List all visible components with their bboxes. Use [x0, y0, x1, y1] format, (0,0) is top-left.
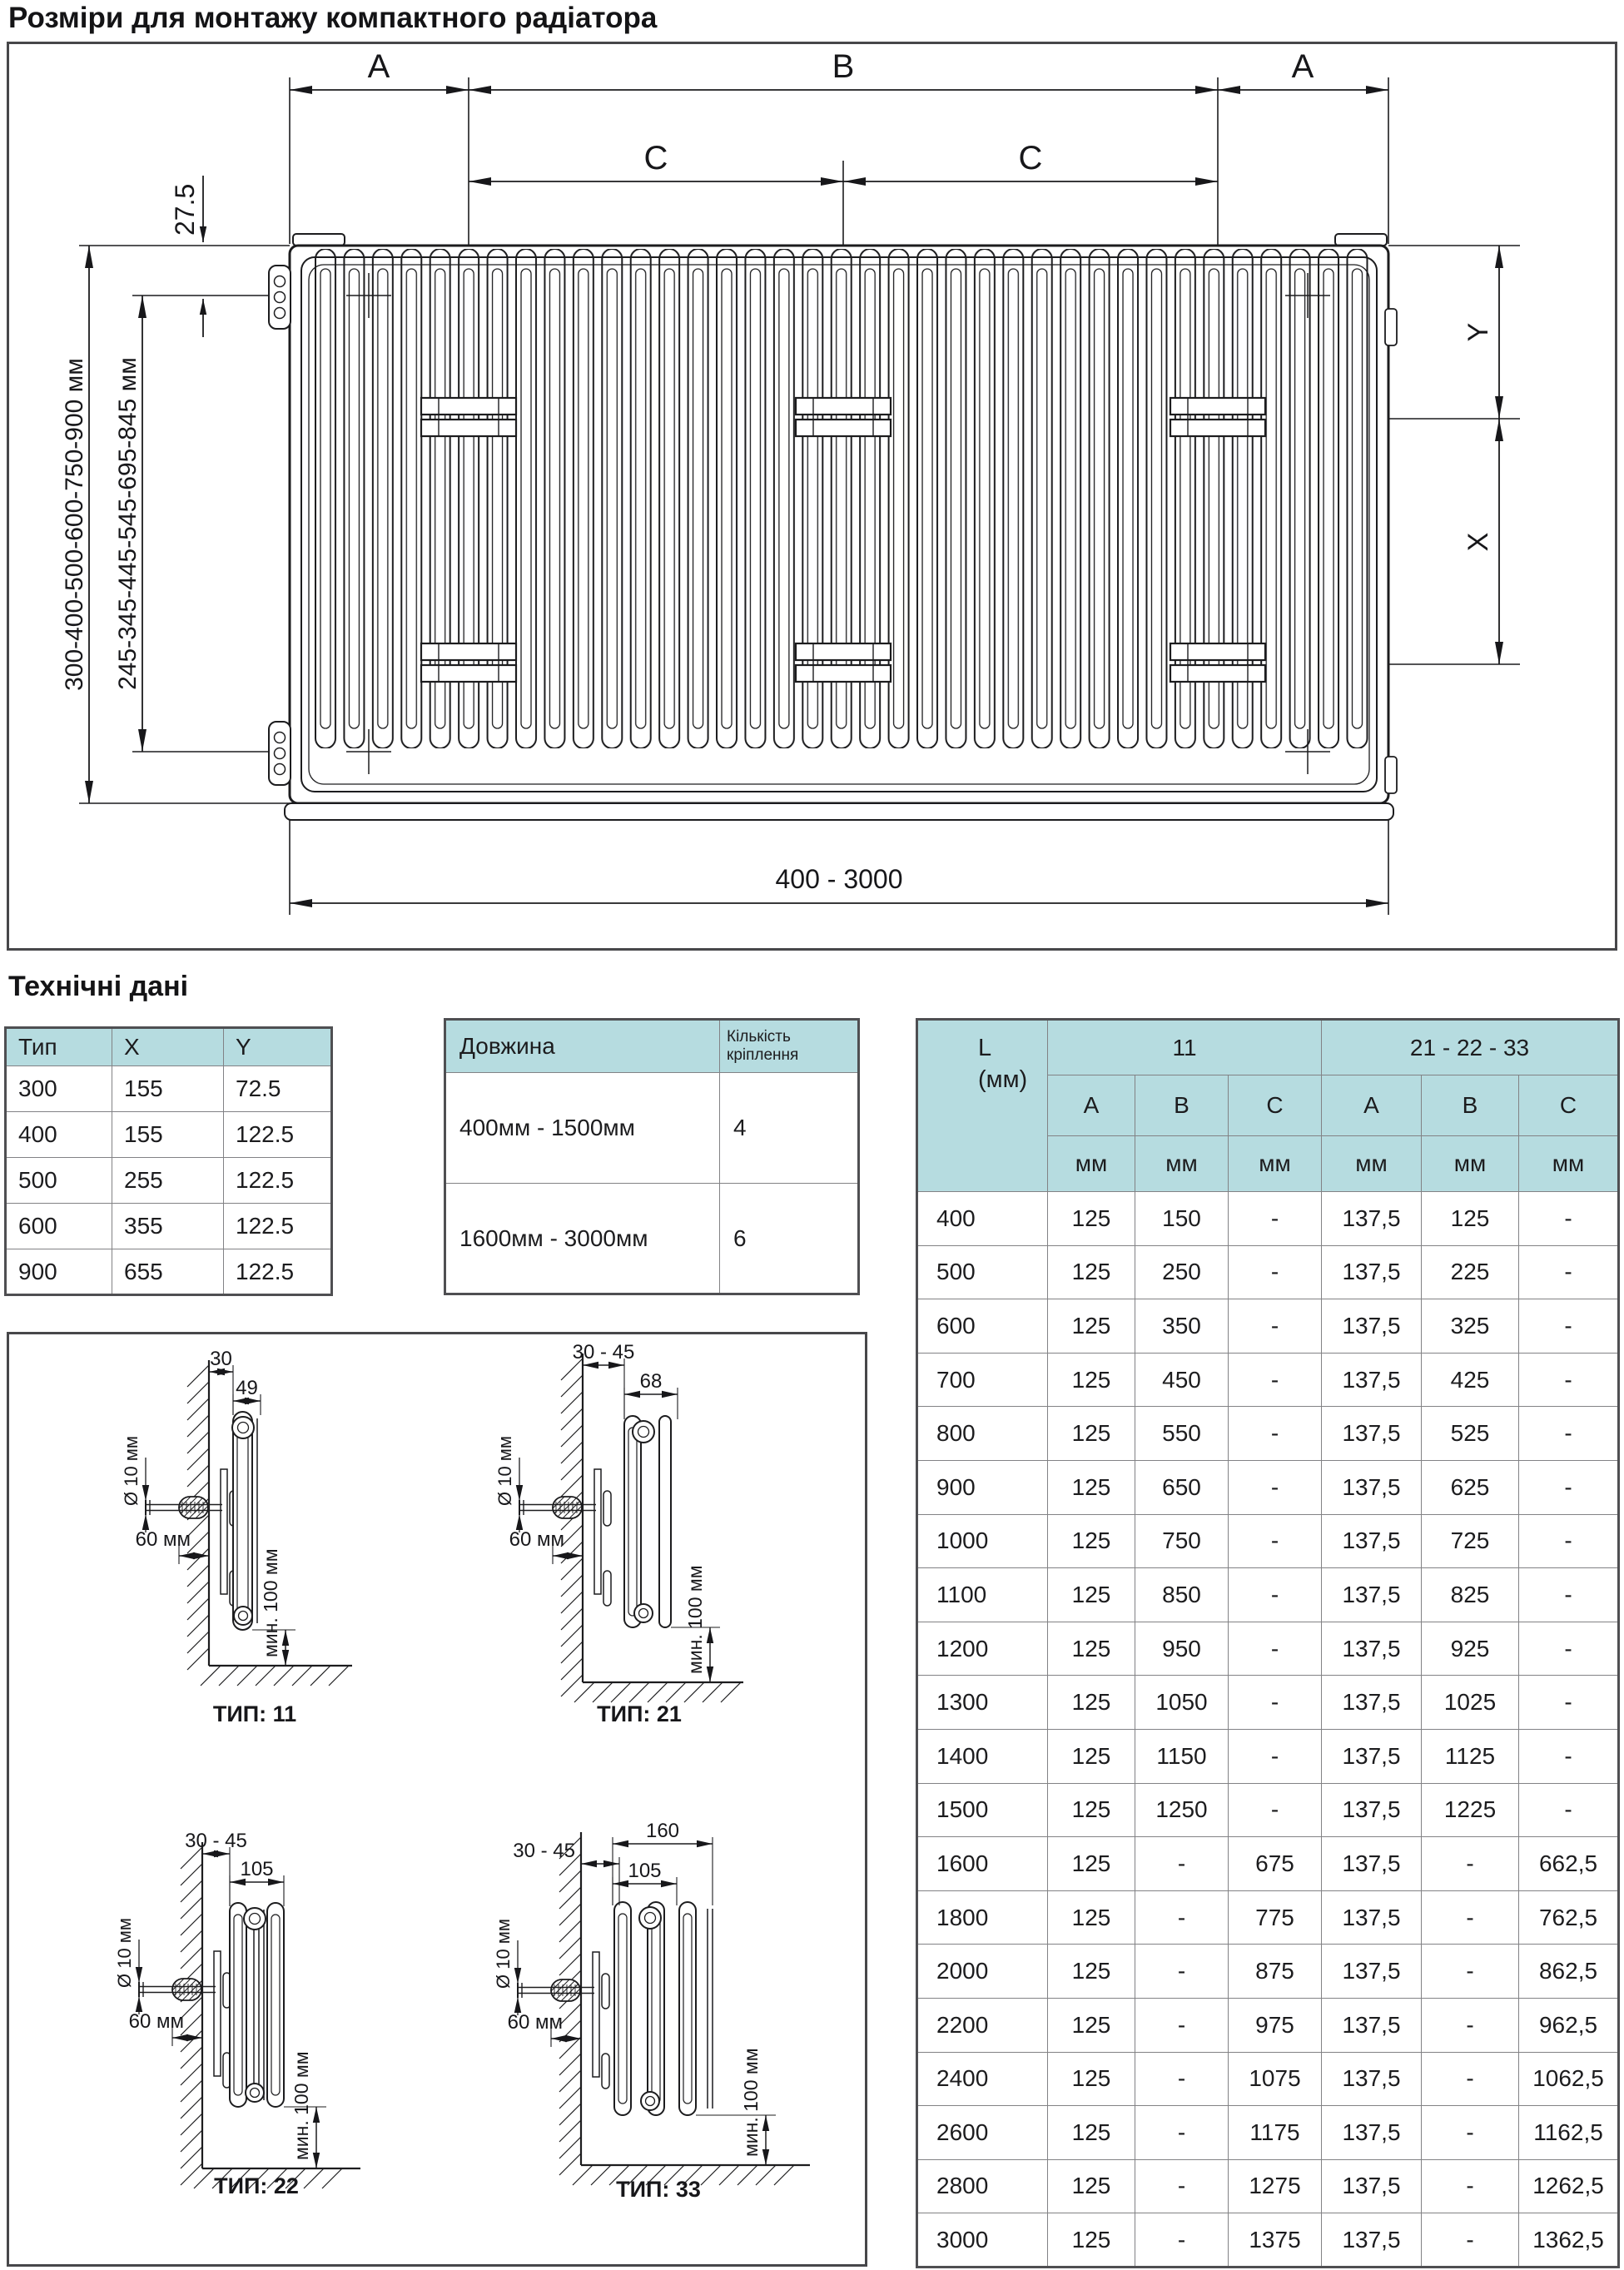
table-cell: 122.5: [224, 1158, 332, 1204]
table-row: [6, 1249, 332, 1295]
table-row: [917, 1192, 1619, 1246]
table-header-row: [917, 1020, 1619, 1075]
table-cell: 125: [1048, 1192, 1135, 1246]
table-cell: 137,5: [1322, 1407, 1422, 1461]
hole-diameter-label: Ø 10 мм: [121, 1435, 142, 1506]
table-row: [917, 1568, 1619, 1622]
table-cell: 1075: [1229, 2052, 1322, 2106]
table-cell: 600: [917, 1299, 1048, 1354]
table-cell: -: [1135, 2159, 1229, 2213]
dimension-label: 105: [628, 1860, 662, 1882]
type-label: ТИП: 22: [214, 2173, 299, 2198]
table-cell: 137,5: [1322, 1299, 1422, 1354]
dim-b-label: B: [832, 48, 855, 85]
table-cell: 72.5: [224, 1066, 332, 1112]
table-cell: -: [1422, 2106, 1519, 2160]
table-cell: 125: [1048, 1676, 1135, 1730]
table-cell: 125: [1422, 1192, 1519, 1246]
table-cell: -: [1519, 1783, 1619, 1837]
table-cell: 725: [1422, 1514, 1519, 1568]
table-row: [445, 1073, 859, 1184]
table-row: [917, 1514, 1619, 1568]
table-cell: 155: [112, 1066, 224, 1112]
table-cell: 1275: [1229, 2159, 1322, 2213]
table-cell: 875: [1229, 1945, 1322, 1999]
table-row: [917, 1299, 1619, 1354]
table-cell: -: [1422, 2052, 1519, 2106]
embed-depth-label: 60 мм: [509, 1528, 564, 1551]
type-label: ТИП: 33: [616, 2177, 701, 2202]
table-cell: 1500: [917, 1783, 1048, 1837]
table-cell: -: [1519, 1676, 1619, 1730]
table-cell: 1600мм - 3000мм: [445, 1184, 720, 1294]
table-cell: 2400: [917, 2052, 1048, 2106]
table-cell: 137,5: [1322, 1676, 1422, 1730]
table-row: [917, 1890, 1619, 1945]
table-cell: -: [1135, 1945, 1229, 1999]
type-label: ТИП: 21: [597, 1701, 682, 1726]
table-cell: 255: [112, 1158, 224, 1204]
l-header-text: L: [978, 1035, 992, 1061]
table-cell: -: [1229, 1460, 1322, 1514]
table-cell: 862,5: [1519, 1945, 1619, 1999]
column-header: A: [1048, 1075, 1135, 1136]
dimension-label: 49: [236, 1377, 258, 1399]
hole-series-label: 245-345-445-545-695-845 мм: [114, 357, 142, 690]
table-cell: 675: [1229, 1837, 1322, 1891]
dim-c-right-label: C: [1018, 140, 1043, 176]
table-cell: -: [1229, 1568, 1322, 1622]
table-cell: 700: [917, 1353, 1048, 1407]
table-cell: -: [1422, 1837, 1519, 1891]
table-cell: -: [1422, 2159, 1519, 2213]
table-cell: 800: [917, 1407, 1048, 1461]
hole-diameter-label: Ø 10 мм: [114, 1917, 135, 1988]
table-row: [917, 2106, 1619, 2160]
radiator-body: [269, 234, 1397, 820]
table-row: [917, 1945, 1619, 1999]
table-cell: 825: [1422, 1568, 1519, 1622]
table-cell: 137,5: [1322, 1192, 1422, 1246]
table-cell: 125: [1048, 1245, 1135, 1299]
table-cell: 137,5: [1322, 1622, 1422, 1676]
column-header: A: [1322, 1075, 1422, 1136]
group-header-21-22-33: 21 - 22 - 33: [1322, 1020, 1619, 1075]
table-cell: -: [1229, 1514, 1322, 1568]
table-cell: 550: [1135, 1407, 1229, 1461]
floor-clearance-label: мин. 100 мм: [260, 1548, 281, 1657]
table-cell: -: [1229, 1245, 1322, 1299]
table-cell: 962,5: [1519, 1998, 1619, 2052]
radiator-drawing-panel: [7, 42, 1617, 951]
table-cell: 125: [1048, 2106, 1135, 2160]
table-header-row: [445, 1020, 859, 1073]
table-cell: 125: [1048, 2052, 1135, 2106]
page-title: Розміри для монтажу компактного радіатора: [8, 2, 658, 34]
table-cell: 500: [917, 1245, 1048, 1299]
table-cell: 137,5: [1322, 1514, 1422, 1568]
table-cell: -: [1229, 1353, 1322, 1407]
table-cell: 2000: [917, 1945, 1048, 1999]
table-row: [917, 1353, 1619, 1407]
table-cell: 655: [112, 1249, 224, 1295]
table-row: [6, 1158, 332, 1204]
table-row: [917, 2052, 1619, 2106]
table-cell: 125: [1048, 2213, 1135, 2268]
type-label: ТИП: 11: [212, 1701, 297, 1726]
table-cell: 2200: [917, 1998, 1048, 2052]
table-cell: 775: [1229, 1890, 1322, 1945]
table-cell: 137,5: [1322, 1890, 1422, 1945]
table-cell: 400мм - 1500мм: [445, 1073, 720, 1184]
table-cell: -: [1519, 1460, 1619, 1514]
table-row: [917, 1729, 1619, 1783]
unit-header: мм: [1229, 1136, 1322, 1192]
table-cell: 125: [1048, 1945, 1135, 1999]
table-row: [445, 1184, 859, 1294]
dim-c-left-label: C: [643, 140, 668, 176]
table-cell: 125: [1048, 2159, 1135, 2213]
table-cell: -: [1422, 1945, 1519, 1999]
table-cell: 762,5: [1519, 1890, 1619, 1945]
table-cell: -: [1519, 1299, 1619, 1354]
table-cell: -: [1519, 1245, 1619, 1299]
table-row: [917, 2159, 1619, 2213]
dimension-label: 68: [639, 1370, 663, 1393]
wall-bracket: [269, 722, 291, 785]
table-cell: 425: [1422, 1353, 1519, 1407]
table-cell: -: [1229, 1783, 1322, 1837]
table-cell: 1262,5: [1519, 2159, 1619, 2213]
table-cell: -: [1229, 1676, 1322, 1730]
table-cell: 137,5: [1322, 1837, 1422, 1891]
table-cell: -: [1519, 1192, 1619, 1246]
table-cell: -: [1135, 2106, 1229, 2160]
table-cell: 137,5: [1322, 1998, 1422, 2052]
wall-bracket: [269, 266, 291, 329]
mounting-dimensions-table: [916, 1018, 1620, 2268]
table-cell: -: [1519, 1622, 1619, 1676]
column-header: B: [1422, 1075, 1519, 1136]
table-cell: 900: [917, 1460, 1048, 1514]
table-cell: 1362,5: [1519, 2213, 1619, 2268]
table-cell: -: [1422, 1998, 1519, 2052]
table-cell: 1125: [1422, 1729, 1519, 1783]
table-cell: 125: [1048, 1622, 1135, 1676]
table-cell: 125: [1048, 1568, 1135, 1622]
table-cell: 137,5: [1322, 1460, 1422, 1514]
dimension-label: 30 - 45: [513, 1840, 575, 1862]
dimension-label: 30: [210, 1348, 232, 1370]
table-cell: 1800: [917, 1890, 1048, 1945]
table-cell: 750: [1135, 1514, 1229, 1568]
table-cell: 1200: [917, 1622, 1048, 1676]
table-cell: 125: [1048, 1299, 1135, 1354]
table-cell: 500: [6, 1158, 112, 1204]
table-cell: 125: [1048, 1837, 1135, 1891]
unit-header: мм: [1048, 1136, 1135, 1192]
table-cell: 1250: [1135, 1783, 1229, 1837]
table-cell: 2600: [917, 2106, 1048, 2160]
y-dim-label: Y: [1463, 322, 1494, 342]
table-cell: 122.5: [224, 1112, 332, 1158]
table-cell: 250: [1135, 1245, 1229, 1299]
table-cell: 925: [1422, 1622, 1519, 1676]
table-cell: 150: [1135, 1192, 1229, 1246]
column-header: Тип: [6, 1028, 112, 1066]
table-cell: 125: [1048, 1783, 1135, 1837]
table-cell: 125: [1048, 1890, 1135, 1945]
table-cell: -: [1519, 1568, 1619, 1622]
table-cell: 1062,5: [1519, 2052, 1619, 2106]
table-cell: 1150: [1135, 1729, 1229, 1783]
table-cell: 450: [1135, 1353, 1229, 1407]
unit-header: мм: [1422, 1136, 1519, 1192]
table-cell: 137,5: [1322, 1568, 1422, 1622]
table-row: [917, 1245, 1619, 1299]
table-row: [917, 2213, 1619, 2268]
embed-depth-label: 60 мм: [128, 2010, 184, 2033]
hole-diameter-label: Ø 10 мм: [493, 1918, 514, 1989]
table-cell: 125: [1048, 1514, 1135, 1568]
type-xy-table: [4, 1026, 333, 1296]
section-title: Технічні дані: [8, 971, 189, 1002]
table-cell: 525: [1422, 1407, 1519, 1461]
table-cell: 137,5: [1322, 2159, 1422, 2213]
table-cell: 650: [1135, 1460, 1229, 1514]
l-header-unit: (мм): [978, 1066, 1028, 1093]
floor-clearance-label: мин. 100 мм: [740, 2048, 762, 2157]
table-row: [917, 1460, 1619, 1514]
table-cell: -: [1135, 1890, 1229, 1945]
table-cell: 1000: [917, 1514, 1048, 1568]
table-cell: 625: [1422, 1460, 1519, 1514]
table-row: [917, 1783, 1619, 1837]
table-cell: -: [1135, 1837, 1229, 1891]
table-cell: 225: [1422, 1245, 1519, 1299]
table-cell: 2800: [917, 2159, 1048, 2213]
table-cell: 400: [917, 1192, 1048, 1246]
mounting-types-panel: [7, 1332, 867, 2267]
table-cell: -: [1519, 1514, 1619, 1568]
table-cell: 125: [1048, 1353, 1135, 1407]
table-cell: 1162,5: [1519, 2106, 1619, 2160]
column-header: Кількість кріплення: [720, 1020, 859, 1073]
x-dim-label: X: [1463, 532, 1494, 552]
table-cell: -: [1519, 1729, 1619, 1783]
table-row: [6, 1112, 332, 1158]
table-cell: 125: [1048, 1729, 1135, 1783]
table-cell: 400: [6, 1112, 112, 1158]
hole-diameter-label: Ø 10 мм: [494, 1435, 515, 1506]
l-column-header: [917, 1020, 1048, 1192]
table-row: [6, 1204, 332, 1249]
floor-clearance-label: мин. 100 мм: [291, 2051, 312, 2160]
table-cell: 125: [1048, 1998, 1135, 2052]
table-cell: 300: [6, 1066, 112, 1112]
table-cell: 137,5: [1322, 2213, 1422, 2268]
table-cell: -: [1519, 1353, 1619, 1407]
embed-depth-label: 60 мм: [507, 2011, 563, 2034]
radiator-front-drawing: [9, 44, 1615, 948]
table-cell: 975: [1229, 1998, 1322, 2052]
table-cell: -: [1135, 2052, 1229, 2106]
table-cell: -: [1135, 2213, 1229, 2268]
dimension-label: 160: [645, 1820, 680, 1842]
table-cell: -: [1229, 1622, 1322, 1676]
table-cell: -: [1422, 1890, 1519, 1945]
unit-header: мм: [1322, 1136, 1422, 1192]
unit-header: мм: [1519, 1136, 1619, 1192]
dim-a-left-label: A: [367, 48, 390, 85]
table-cell: 155: [112, 1112, 224, 1158]
table-cell: 125: [1048, 1407, 1135, 1461]
table-cell: -: [1229, 1407, 1322, 1461]
table-row: [917, 1837, 1619, 1891]
table-cell: -: [1229, 1299, 1322, 1354]
fastener-count-table: [444, 1018, 860, 1295]
table-cell: 1050: [1135, 1676, 1229, 1730]
column-header: B: [1135, 1075, 1229, 1136]
height-series-label: 300-400-500-600-750-900 мм: [61, 358, 88, 691]
table-cell: 1175: [1229, 2106, 1322, 2160]
table-cell: 1025: [1422, 1676, 1519, 1730]
table-cell: 137,5: [1322, 1945, 1422, 1999]
column-header: Довжина: [445, 1020, 720, 1073]
mounting-type-diagrams: [9, 1334, 865, 2264]
table-row: [917, 1998, 1619, 2052]
table-cell: 6: [720, 1184, 859, 1294]
table-cell: 137,5: [1322, 2106, 1422, 2160]
table-cell: 850: [1135, 1568, 1229, 1622]
bracket-offset-label: 27.5: [170, 183, 200, 236]
table-cell: -: [1519, 1407, 1619, 1461]
table-header-row: [6, 1028, 332, 1066]
group-header-11: 11: [1048, 1020, 1322, 1075]
length-range-label: 400 - 3000: [775, 864, 903, 894]
dimension-label: 30 - 45: [185, 1830, 247, 1852]
table-cell: 3000: [917, 2213, 1048, 2268]
floor-clearance-label: мин. 100 мм: [684, 1565, 706, 1674]
column-header: Y: [224, 1028, 332, 1066]
table-cell: 355: [112, 1204, 224, 1249]
table-cell: -: [1229, 1729, 1322, 1783]
table-cell: 350: [1135, 1299, 1229, 1354]
table-cell: 137,5: [1322, 1245, 1422, 1299]
table-cell: 122.5: [224, 1204, 332, 1249]
table-cell: 600: [6, 1204, 112, 1249]
dimension-label: 105: [240, 1858, 274, 1880]
table-cell: 122.5: [224, 1249, 332, 1295]
table-cell: 950: [1135, 1622, 1229, 1676]
table-row: [6, 1066, 332, 1112]
table-cell: 325: [1422, 1299, 1519, 1354]
table-cell: -: [1422, 2213, 1519, 2268]
table-cell: 4: [720, 1073, 859, 1184]
table-cell: 125: [1048, 1460, 1135, 1514]
dimension-label: 30 - 45: [572, 1341, 635, 1363]
table-cell: -: [1135, 1998, 1229, 2052]
table-row: [917, 1622, 1619, 1676]
table-cell: 1375: [1229, 2213, 1322, 2268]
column-header: C: [1229, 1075, 1322, 1136]
table-cell: 137,5: [1322, 1729, 1422, 1783]
table-cell: 662,5: [1519, 1837, 1619, 1891]
table-row: [917, 1676, 1619, 1730]
table-cell: 137,5: [1322, 2052, 1422, 2106]
table-row: [917, 1407, 1619, 1461]
table-cell: 900: [6, 1249, 112, 1295]
table-cell: 1100: [917, 1568, 1048, 1622]
dim-a-right-label: A: [1291, 48, 1314, 85]
table-cell: 1600: [917, 1837, 1048, 1891]
column-header: C: [1519, 1075, 1619, 1136]
table-cell: 1400: [917, 1729, 1048, 1783]
column-header: X: [112, 1028, 224, 1066]
table-cell: 1300: [917, 1676, 1048, 1730]
embed-depth-label: 60 мм: [135, 1528, 191, 1551]
unit-header: мм: [1135, 1136, 1229, 1192]
table-cell: 137,5: [1322, 1353, 1422, 1407]
table-cell: -: [1229, 1192, 1322, 1246]
table-cell: 1225: [1422, 1783, 1519, 1837]
table-cell: 137,5: [1322, 1783, 1422, 1837]
